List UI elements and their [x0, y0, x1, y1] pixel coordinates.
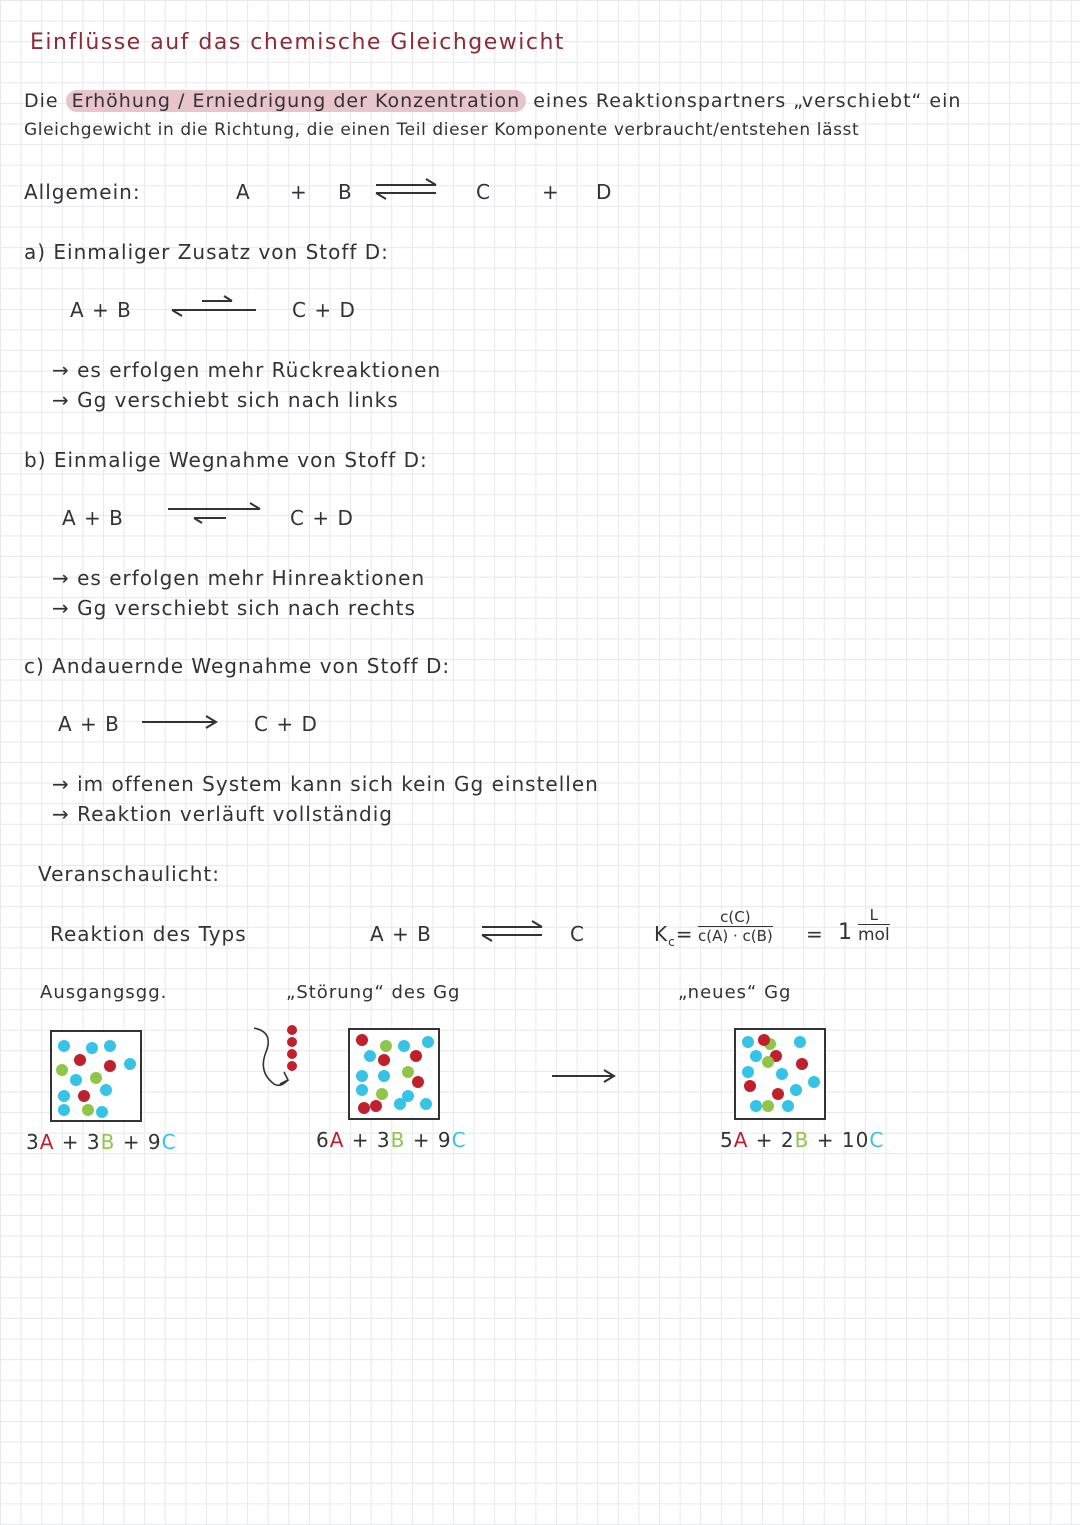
- particle-b: [762, 1056, 774, 1068]
- right-arrow-icon: [550, 1066, 620, 1086]
- particle-b: [380, 1040, 392, 1052]
- kc-value: 1: [838, 920, 853, 945]
- section-c-heading: c) Andauernde Wegnahme von Stoff D:: [24, 654, 451, 678]
- particle-a: [78, 1090, 90, 1102]
- right-arrow-icon: [138, 712, 222, 732]
- kc-label: $K_c=$: [654, 922, 694, 949]
- section-a-heading: a) Einmaliger Zusatz von Stoff D:: [24, 240, 389, 264]
- particle-c: [750, 1100, 762, 1112]
- kc-denominator: c(A) · c(B): [698, 927, 773, 945]
- right-arrow-icon: →: [52, 566, 78, 590]
- particle-a: [74, 1054, 86, 1066]
- particle-c: [86, 1042, 98, 1054]
- particle-box-disturbed: [348, 1028, 440, 1120]
- general-plus-2: +: [542, 180, 560, 204]
- intro-prefix: Die: [24, 90, 59, 112]
- particle-c: [378, 1070, 390, 1082]
- particle-c: [422, 1036, 434, 1048]
- reaction-left: A + B: [370, 922, 432, 946]
- particle-a: [378, 1054, 390, 1066]
- section-b-heading: b) Einmalige Wegnahme von Stoff D:: [24, 448, 428, 472]
- panel-1-formula: 3A + 3B + 9C: [26, 1130, 177, 1154]
- section-c-left: A + B: [58, 712, 120, 736]
- particle-c: [364, 1050, 376, 1062]
- particle-b: [90, 1072, 102, 1084]
- particle-c: [420, 1098, 432, 1110]
- particle-c: [124, 1058, 136, 1070]
- particle-c: [742, 1036, 754, 1048]
- page-title: Einflüsse auf das chemische Gleichgewicht: [30, 30, 566, 55]
- add-particles-arrow-icon: [248, 1022, 304, 1094]
- particle-b: [56, 1064, 68, 1076]
- particle-c: [776, 1068, 788, 1080]
- panel-3-caption: „neues“ Gg: [678, 982, 792, 1003]
- equilibrium-arrow-icon: [372, 176, 442, 202]
- panel-3-formula: 5A + 2B + 10C: [720, 1128, 885, 1152]
- right-arrow-icon: →: [52, 772, 78, 796]
- particle-c: [794, 1036, 806, 1048]
- illustration-label: Veranschaulicht:: [38, 862, 220, 886]
- section-c-note-2: → Reaktion verläuft vollständig: [52, 802, 393, 826]
- section-a-note-1: → es erfolgen mehr Rückreaktionen: [52, 358, 442, 382]
- particle-a: [412, 1076, 424, 1088]
- intro-line-1: [24, 90, 961, 112]
- particle-b: [402, 1066, 414, 1078]
- general-label: Allgemein:: [24, 180, 141, 204]
- general-D: D: [596, 180, 613, 204]
- right-arrow-icon: →: [52, 802, 78, 826]
- right-arrow-icon: →: [52, 388, 78, 412]
- section-b-note-2: → Gg verschiebt sich nach rechts: [52, 596, 416, 620]
- general-B: B: [338, 180, 353, 204]
- kc-equals: =: [806, 922, 824, 946]
- kc-unit-numerator: L: [858, 906, 890, 925]
- particle-c: [808, 1076, 820, 1088]
- particle-a: [758, 1034, 770, 1046]
- kc-fraction: [698, 908, 773, 945]
- particle-c: [58, 1040, 70, 1052]
- particle-a: [772, 1088, 784, 1100]
- particle-c: [742, 1066, 754, 1078]
- section-c-right: C + D: [254, 712, 318, 736]
- particle-c: [356, 1070, 368, 1082]
- section-a-note-2: → Gg verschiebt sich nach links: [52, 388, 399, 412]
- particle-box-initial: [50, 1030, 142, 1122]
- section-c-note-1: → im offenen System kann sich kein Gg einstellen: [52, 772, 599, 796]
- particle-c: [96, 1106, 108, 1118]
- particle-c: [782, 1100, 794, 1112]
- right-arrow-icon: →: [52, 358, 78, 382]
- particle-c: [100, 1084, 112, 1096]
- particle-c: [750, 1050, 762, 1062]
- particle-c: [58, 1090, 70, 1102]
- particle-c: [790, 1084, 802, 1096]
- panel-2-caption: „Störung“ des Gg: [286, 982, 461, 1003]
- kc-numerator: c(C): [698, 908, 773, 927]
- section-b-note-1: → es erfolgen mehr Hinreaktionen: [52, 566, 426, 590]
- particle-c: [356, 1084, 368, 1096]
- particle-a: [356, 1034, 368, 1046]
- particle-a: [744, 1080, 756, 1092]
- particle-box-new-equilibrium: [734, 1028, 826, 1120]
- general-C: C: [476, 180, 491, 204]
- equilibrium-arrow-icon: [478, 918, 548, 944]
- panel-2-formula: 6A + 3B + 9C: [316, 1128, 467, 1152]
- particle-c: [58, 1104, 70, 1116]
- intro-line-2: Gleichgewicht in die Richtung, die einen Teil dieser Komponente verbraucht/entstehen lässt: [24, 120, 860, 140]
- reaction-right: C: [570, 922, 585, 946]
- particle-a: [358, 1102, 370, 1114]
- equilibrium-arrow-left-favored-icon: [168, 292, 260, 320]
- panel-1-caption: Ausgangsgg.: [40, 982, 168, 1003]
- particle-a: [370, 1100, 382, 1112]
- particle-b: [762, 1100, 774, 1112]
- general-A: A: [236, 180, 251, 204]
- particle-c: [402, 1090, 414, 1102]
- particle-b: [82, 1104, 94, 1116]
- section-b-right: C + D: [290, 506, 354, 530]
- kc-unit-denominator: mol: [858, 925, 890, 945]
- reaction-type-label: Reaktion des Typs: [50, 922, 247, 946]
- intro-suffix: eines Reaktionspartners „verschiebt“ ein: [533, 90, 962, 112]
- particle-c: [398, 1040, 410, 1052]
- particle-c: [70, 1074, 82, 1086]
- particle-a: [104, 1060, 116, 1072]
- particle-c: [104, 1040, 116, 1052]
- general-plus-1: +: [290, 180, 308, 204]
- particle-b: [376, 1088, 388, 1100]
- kc-unit: [858, 906, 890, 945]
- right-arrow-icon: →: [52, 596, 78, 620]
- section-a-right: C + D: [292, 298, 356, 322]
- particle-a: [410, 1050, 422, 1062]
- particle-a: [796, 1058, 808, 1070]
- section-a-left: A + B: [70, 298, 132, 322]
- equilibrium-arrow-right-favored-icon: [164, 500, 264, 528]
- section-b-left: A + B: [62, 506, 124, 530]
- intro-highlight: Erhöhung / Erniedrigung der Konzentration: [66, 90, 527, 112]
